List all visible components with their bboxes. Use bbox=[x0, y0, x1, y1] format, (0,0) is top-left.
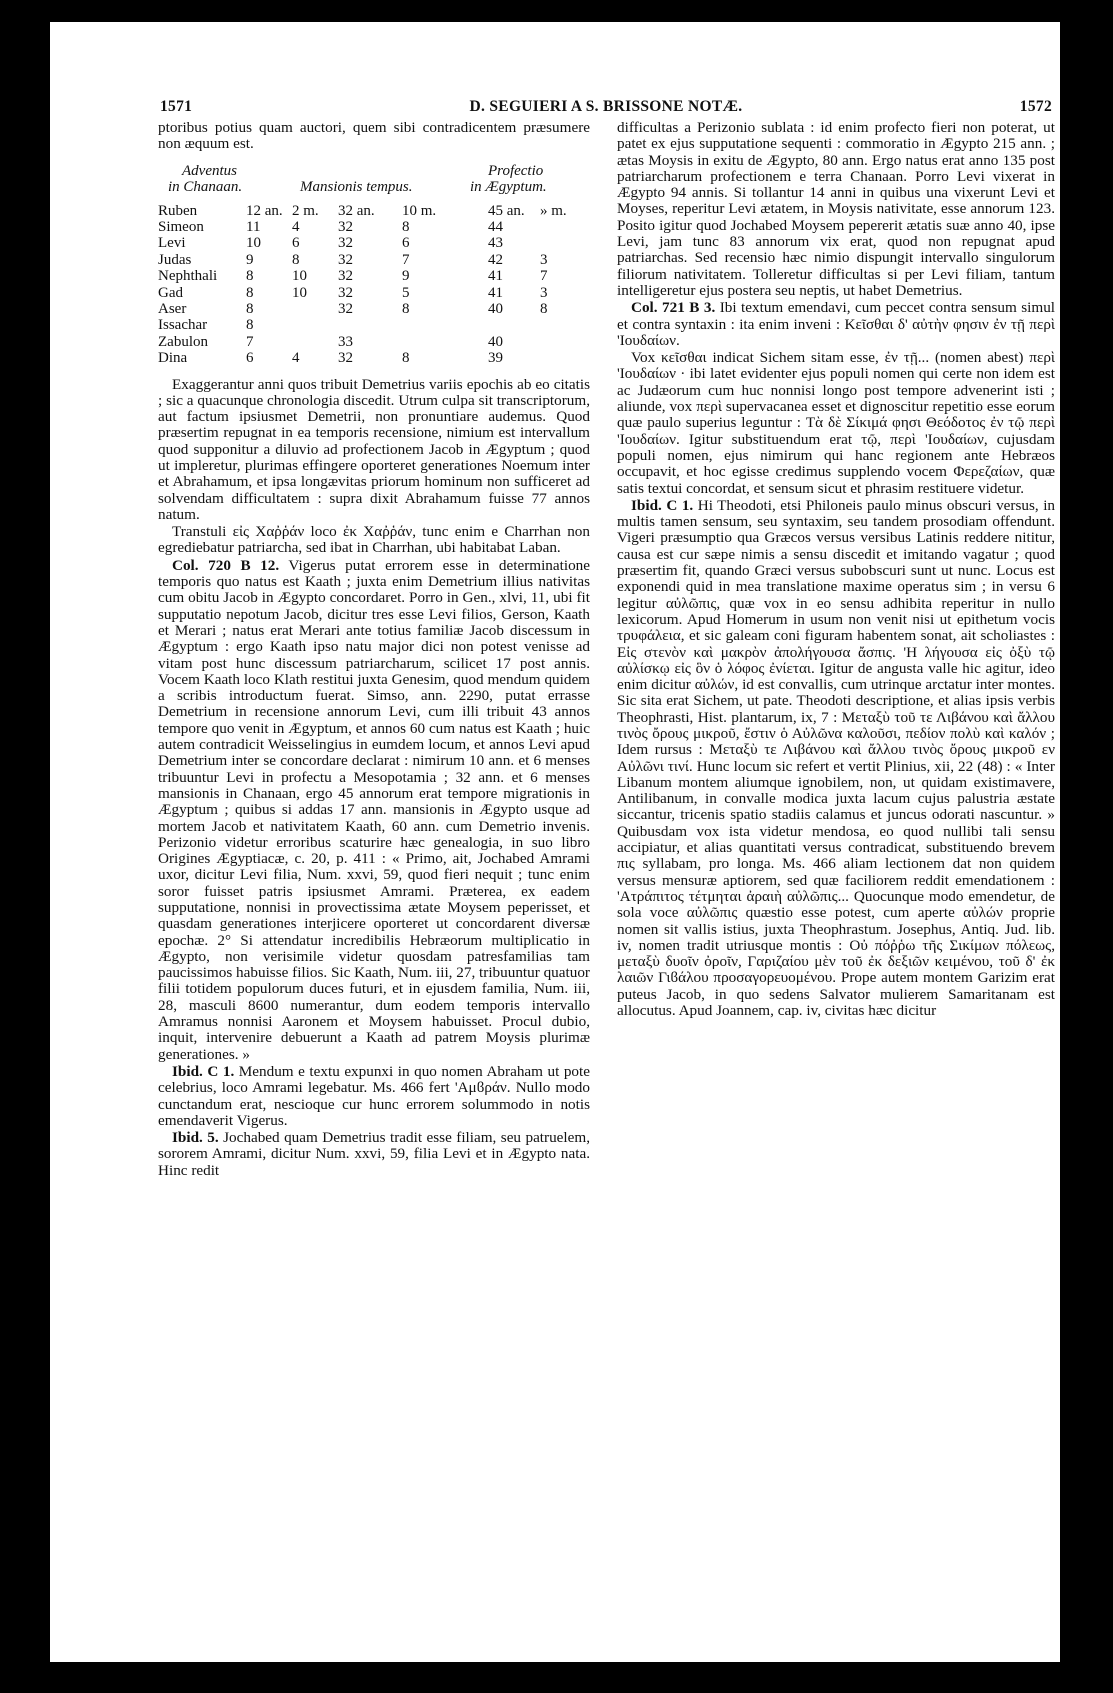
cell-profectio-months: 7 bbox=[540, 268, 548, 285]
table-row bbox=[158, 203, 590, 219]
cell-name: Issachar bbox=[158, 317, 208, 334]
paragraph: Vox κεῖσθαι indicat Sichem sitam esse, ἐν τῇ... (nomen abest) περὶ 'Ιουδαίων · ibi latet evidenter ejus populi nomen qui certe non idem est ac Judæorum cum huc nonnisi longo post tempore advenerint isti ; aliunde, vox περὶ supervacanea esset et dignoscitur repetitio esse eorum quæ paulo superius leguntur : Τὰ δὲ Σίκιμά φησι Θεόδοτος ἐν τῷ περὶ 'Ιουδαίων. Igitur substituendum erat τῷ, περὶ 'Ιουδαίων, cujusdam populi nomen, ejus nimirum qui hanc regionem ante Hebræos occupavit, et hoc egisse credimus supplendo vocem Φερεζαίων, quæ satis textui concordat, et sensum sicut et phrasim restituere videtur. bbox=[617, 349, 1055, 497]
paragraph: Exaggerantur anni quos tribuit Demetrius variis epochis ab eo citatis ; sic a quacunque chronologia discedit. Utrum culpa sit transcriptorum, aut factum ipsiusmet Demetrii, non pronuntiare audemus. Quod præsertim repugnat in ea temporis recensione, nimium est intervallum quod supponitur a diluvio ad profectionem Jacob in Ægyptum ; quod ut impleretur, plurimas effingere oporteret generationes Noemum inter et Abrahamum, et ipsa longævitas priorum hominum non sufficeret ad solvendam difficultatem : supra dixit Abrahamum fuisse 77 annos natum. bbox=[158, 375, 590, 523]
cell-mansion-months: 8 bbox=[402, 350, 410, 367]
cell-adventus-years: 11 bbox=[246, 218, 261, 235]
cell-adventus-years: 6 bbox=[246, 350, 254, 367]
cell-profectio-years: 40 bbox=[488, 300, 503, 317]
cell-name: Levi bbox=[158, 235, 186, 252]
page-number-right: 1572 bbox=[1019, 98, 1052, 115]
cell-mansion-months: 7 bbox=[402, 251, 410, 268]
genealogy-table-header bbox=[158, 163, 590, 199]
note-reference: Ibid. 5. bbox=[172, 1129, 219, 1147]
cell-mansion-years: 32 bbox=[338, 251, 353, 268]
note-reference: Col. 721 B 3. bbox=[631, 299, 716, 317]
cell-adventus-years: 8 bbox=[246, 300, 254, 317]
right-column bbox=[617, 120, 1055, 1020]
col-header-mansionis: Mansionis tempus. bbox=[300, 178, 413, 195]
running-title: D. SEGUIERI A S. BRISSONE NOTÆ. bbox=[469, 98, 743, 115]
note-paragraph bbox=[158, 1130, 590, 1179]
cell-adventus-years: 12 an. bbox=[246, 202, 283, 219]
paragraph: Transtuli εἰς Χαῤῥάν loco ἐκ Χαῤῥάν, tunc enim e Charrhan non egrediebatur patriarcha, sed ibat in Charrhan, ubi habitabat Laban. bbox=[158, 523, 590, 557]
cell-profectio-years: 40 bbox=[488, 333, 503, 350]
col-header-adventus: Adventus bbox=[182, 162, 237, 179]
cell-name: Dina bbox=[158, 350, 188, 367]
cell-profectio-years: 42 bbox=[488, 251, 503, 268]
cell-mansion-years: 32 bbox=[338, 235, 353, 252]
table-row bbox=[158, 334, 590, 350]
cell-name: Simeon bbox=[158, 218, 204, 235]
note-paragraph bbox=[617, 300, 1055, 349]
cell-mansion-months: 5 bbox=[402, 284, 410, 301]
cell-profectio-months: 3 bbox=[540, 251, 548, 268]
cell-adventus-years: 8 bbox=[246, 284, 254, 301]
table-row bbox=[158, 252, 590, 268]
note-text: Mendum e textu expunxi in quo nomen Abraham ut pote celebrius, loco Amrami legebatur. Ms. 466 fert 'Αμϐράν. Nullo modo cunctandum erat, nescioque cur hunc errorem solummodo in notis emendaverit Vigerus. bbox=[158, 1062, 590, 1129]
page-number-left: 1571 bbox=[160, 98, 193, 115]
cell-adventus-years: 8 bbox=[246, 268, 254, 285]
note-reference: Ibid. C 1. bbox=[631, 496, 694, 514]
note-text: Hi Theodoti, etsi Philoneis paulo minus obscuri versus, in multis tamen sensum, seu syntaxim, seu tandem prosodiam offendunt. Vigeri præsumptio qua Græcos versus versibus Latinis reddere nititur, causa est cur sæpe nimis a sensu discedit et imitando vagatur ; quod præsertim fit, quando Græci versus subobscuri sunt ut nunc. Locus est exponendi quid in mea translatione maxime operatus sim ; in versu 6 legitur αὐλῶπις, quæ vox in eo sensu adhibita reperitur in nullo lexicorum. Apud Homerum in usum non venit nisi ut epithetum vocis τρυφάλεια, et sic galeam coni figuram habentem sonat, ait scholiastes : Εἰς στενὸν καὶ μακρὸν ἀπολήγουσα ἄσπις. 'Η λήγουσα εἰς ὀξὺ τῷ αὐλίσκῳ εἰς ὃν ὁ λόφος ἐνίεται. Igitur de angusta valle hic agitur, ideo enim dicitur αὐλών, id est convallis, cum utrinque arctatur inter montes. Sic sita erat Sichem, ut pate. Theodoti descriptione, et alias ipsis verbis Theophrasti, Hist. plantarum, ix, 7 : Μεταξὺ τοῦ τε Λιβάνου καὶ ἄλλου τινὸς ὄρους μικροῦ, ἔστιν ὁ Αὐλῶνα καλοῦσι, πεδίον πολὺ καὶ καλόν ; Idem rursus : Μεταξὺ τε Λιβάνου καὶ ἄλλου τινὸς ὄρους μικροῦ εν Αὐλῶνι τινί. Hunc locum sic refert et vertit Plinius, xii, 22 (48) : « Inter Libanum montem aliumque ignobilem, non, ut quidam existimavere, Antilibanum, in convalle modica juxta lacum cujus palustria æstate siccantur, tricenis spatio stadiis calamus et juncus odorati nascuntur. » Quibusdam vox ista videtur mendosa, eo quod nullibi tali sensu accipiatur, et alias quantitati versus contradicat, substituendo brevem πις syllabam, pro longa. Ms. 466 aliam lectionem dat non quidem versus mensuræ aptiorem, sed quæ faciliorem reddit emendationem : 'Ατράπιτος τέτμηται ἀραιὴ αὐλῶπις... Quocunque modo emendetur, de sola voce αὐλῶπις quæstio esse potest, cum aperte αὐλών proprie nomen sit vallis istius, juxta Theophrastum. Josephus, Antiq. Jud. lib. iv, nomen tradit utriusque montis : Οὐ πόῤῥω τῆς Σικίμων πόλεως, μεταξὺ δυοῖν ὀροῖν, Γαριζαίου μὲν τοῦ ἐκ δεξιῶν κειμένου, τοῦ δ' ἐκ λαιῶν Γιϐάλου προσαγορευομένου. Prope autem montem Garizim erat puteus Jacob, in quo sedens Salvator mulierem Samaritanam est allocutus. Apud Joannem, cap. iv, civitas hæc dicitur bbox=[617, 496, 1056, 1020]
note-text: Vigerus putat errorem esse in determinatione temporis quo natus est Kaath ; juxta enim Demetrium illius nativitas cum obitu Jacob in Ægypto concordaret. Porro in Gen., xlvi, 11, ubi fit supputatio nepotum Jacob, dicitur tres esse Levi filios, Gerson, Kaath et Merari ; natus erat Merari ante totius familiæ Jacob discessum in Ægyptum : ergo Kaath ipso natu major dici non potest venisse ad vitam post hunc discessum patriarcharum, scilicet 17 post annis. Vocem Kaath loco Klath restitui juxta Genesim, quod mendum quidem a scribis introductum fuerat. Simso, ann. 2290, putat errasse Demetrium in recensione annorum Levi, cum illi tribuit 43 annos tempore quo venit in Ægyptum, et annos 60 cum natus est Kaath ; huic autem contradicit Weisselingius in eumdem locum, et annos Levi apud Demetrium inter se concordare declarat : nimirum 10 ann. et 6 menses tribuuntur Levi in profectu a Mesopotamia ; 32 ann. et 6 menses mansionis in Chanaan, ergo 45 annorum erat tempore migrationis in Ægyptum ; quibus si addas 17 ann. mansionis in Ægypto usque ad mortem Jacob et nativitatem Kaath, 60 ann. cum Demetrio invenis. Perizonio videtur erroribus scaturire hæc genealogia, in suo libro Origines Ægyptiacæ, c. 20, p. 411 : « Primo, ait, Jochabed Amrami uxor, dicitur Levi filia, Num. xxvi, 59, quod fieri nequit ; tunc enim soror fuisset patris ipsiusmet Amrami. Præterea, ex eadem supputatione, nonnisi in provectissima ætate Moysem peperisset, et quasdam generationes interjicere oporteret ut concordarent diversæ epochæ. 2° Si attendatur incredibilis Hebræorum multiplicatio in Ægypto, non verisimile videtur quosdam patresfamilias tam paucissimos habuisse filios. Sic Kaath, Num. iii, 27, tribuuntur quatuor filii totidem populorum duces futuri, et in ejusdem familia, Num. iii, 28, masculi 8600 numerantur, dum eodem temporis intervallo Amramus nonnisi Aaronem et Moysem habuisset. Procul dubio, inquit, intervenire debuerunt a Kaath ad patrem Moysis plurimæ generationes. » bbox=[158, 556, 590, 1063]
cell-mansion-years: 32 bbox=[338, 218, 353, 235]
cell-adventus-years: 8 bbox=[246, 317, 254, 334]
cell-mansion-years: 33 bbox=[338, 333, 353, 350]
cell-profectio-years: 43 bbox=[488, 235, 503, 252]
cell-profectio-years: 45 an. bbox=[488, 202, 525, 219]
note-paragraph bbox=[158, 1064, 590, 1129]
cell-name: Judas bbox=[158, 251, 192, 268]
cell-mansion-months: 8 bbox=[402, 218, 410, 235]
table-row bbox=[158, 285, 590, 301]
cell-adventus-months: 8 bbox=[292, 251, 300, 268]
note-paragraph bbox=[158, 558, 590, 1063]
table-row bbox=[158, 350, 590, 366]
cell-name: Zabulon bbox=[158, 333, 208, 350]
col-header-aegyptum: in Ægyptum. bbox=[470, 178, 547, 195]
running-header bbox=[160, 98, 1052, 120]
note-reference: Col. 720 B 12. bbox=[172, 556, 280, 574]
intro-paragraph: ptoribus potius quam auctori, quem sibi contradicentem præsumere non æquum est. bbox=[158, 119, 590, 153]
cell-adventus-months: 4 bbox=[292, 218, 300, 235]
cell-mansion-months: 10 m. bbox=[402, 202, 437, 219]
book-page bbox=[50, 22, 1060, 1662]
cell-adventus-years: 7 bbox=[246, 333, 254, 350]
cell-name: Gad bbox=[158, 284, 183, 301]
cell-profectio-months: 8 bbox=[540, 300, 548, 317]
cell-adventus-years: 9 bbox=[246, 251, 254, 268]
note-text: Ibi textum emendavi, cum peccet contra sensum simul et contra syntaxin : ita enim inveni : Κεῖσθαι δ' αὐτὴν φησιν ἐν τῇ περὶ 'Ιουδαίων. bbox=[617, 299, 1056, 349]
table-row bbox=[158, 235, 590, 251]
note-reference: Ibid. C 1. bbox=[172, 1062, 235, 1080]
cell-profectio-years: 41 bbox=[488, 284, 503, 301]
cell-profectio-years: 39 bbox=[488, 350, 503, 367]
cell-profectio-months: 3 bbox=[540, 284, 548, 301]
col-header-chanaan: in Chanaan. bbox=[168, 178, 243, 195]
paragraph: difficultas a Perizonio sublata : id enim profecto fieri non poterat, ut patet ex ejus supputatione sequenti : commoratio in Ægypto 215 ann. ; ætas Moysis in exitu de Ægypto, 80 ann. Ergo natus erat anno 135 post patriarcharum profectionem e terra Chanaan. Porro Levi vixerat in Ægypto 94 annis. Si tollantur 14 anni in quibus una vixerunt Levi et Moyses, reperitur Levi ætatem, in Moysis nativitate, esse annorum 123. Posito igitur quod Jochabed Moysem pepererit ætatis suæ anno 40, ipse Levi, jam tunc 83 annorum vix erat, quod non repugnat apud patriarchas. Sed recensio hæc nimio dispungit intervallo singulorum filiorum nativitatem. Tolleretur difficultas si per Levi filiam, tantum intelligeretur ejus postera seu neptis, ut habet Demetrius. bbox=[617, 119, 1055, 299]
cell-adventus-months: 4 bbox=[292, 350, 300, 367]
cell-mansion-years: 32 an. bbox=[338, 202, 375, 219]
cell-profectio-years: 44 bbox=[488, 218, 503, 235]
table-row bbox=[158, 301, 590, 317]
cell-adventus-months: 6 bbox=[292, 235, 300, 252]
cell-mansion-years: 32 bbox=[338, 350, 353, 367]
table-row bbox=[158, 317, 590, 333]
left-column bbox=[158, 120, 590, 1180]
cell-name: Nephthali bbox=[158, 268, 218, 285]
cell-name: Ruben bbox=[158, 202, 198, 219]
cell-mansion-years: 32 bbox=[338, 300, 353, 317]
cell-mansion-years: 32 bbox=[338, 268, 353, 285]
note-text: Jochabed quam Demetrius tradit esse filiam, seu patruelem, sororem Amrami, dicitur Num. xxvi, 59, filia Levi et in Ægypto nata. Hinc redit bbox=[158, 1129, 590, 1179]
cell-adventus-months: 2 m. bbox=[292, 202, 319, 219]
cell-adventus-months: 10 bbox=[292, 284, 307, 301]
cell-mansion-months: 6 bbox=[402, 235, 410, 252]
table-row bbox=[158, 268, 590, 284]
cell-name: Aser bbox=[158, 300, 187, 317]
cell-mansion-months: 8 bbox=[402, 300, 410, 317]
note-paragraph bbox=[617, 498, 1055, 1020]
cell-mansion-years: 32 bbox=[338, 284, 353, 301]
genealogy-table bbox=[158, 203, 590, 367]
cell-mansion-months: 9 bbox=[402, 268, 410, 285]
cell-profectio-months: » m. bbox=[540, 202, 567, 219]
cell-adventus-months: 10 bbox=[292, 268, 307, 285]
cell-adventus-years: 10 bbox=[246, 235, 261, 252]
table-row bbox=[158, 219, 590, 235]
col-header-profectio: Profectio bbox=[488, 162, 544, 179]
cell-profectio-years: 41 bbox=[488, 268, 503, 285]
